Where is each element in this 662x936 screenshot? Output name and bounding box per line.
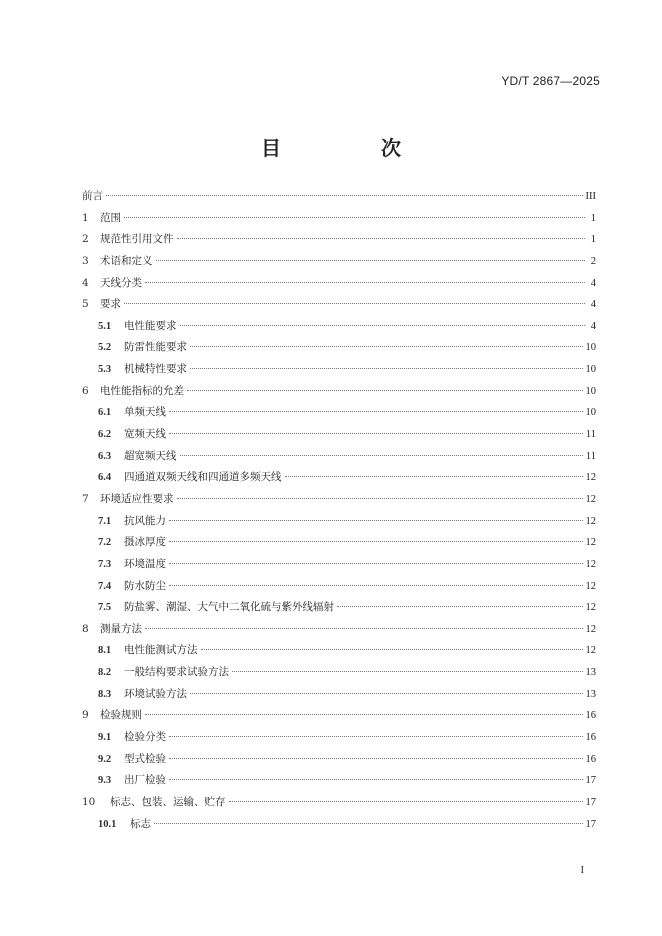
toc-leader-dots [169, 736, 583, 737]
toc-entry-page: 12 [585, 493, 596, 505]
toc-entry-page: 1 [590, 234, 596, 246]
toc-leader-dots [201, 649, 583, 650]
toc-entry-number: 6.1 [98, 407, 112, 419]
toc-entry-label: 一般结构要求试验方法 [124, 666, 229, 679]
toc-entry-page: 17 [585, 775, 596, 787]
toc-leader-dots [145, 282, 585, 283]
toc-leader-dots [156, 260, 586, 261]
toc-leader-dots [124, 217, 585, 218]
toc-entry-page: 1 [590, 212, 596, 224]
toc-entry-number: 7.4 [98, 580, 112, 592]
toc-entry-label: 环境温度 [124, 557, 166, 570]
toc-entry-number: 6.3 [98, 450, 112, 462]
toc-entry-label: 机械特性要求 [124, 363, 187, 376]
toc-entry[interactable] [82, 186, 596, 208]
toc-entry-label: 检验规则 [100, 709, 142, 722]
toc-leader-dots [124, 303, 585, 304]
toc-entry[interactable] [82, 662, 596, 684]
page-title: 目 次 [261, 136, 441, 160]
toc-entry-page: 12 [585, 558, 596, 570]
toc-leader-dots [145, 628, 583, 629]
toc-entry-label: 型式检验 [124, 752, 166, 765]
toc-entry-number: 4 [82, 276, 89, 289]
toc-entry[interactable] [82, 402, 596, 424]
toc-entry-label: 摄冰厚度 [124, 536, 166, 549]
toc-entry-number: 5 [82, 298, 89, 311]
toc-entry-number: 6.2 [98, 429, 112, 441]
toc-entry-label: 术语和定义 [100, 254, 153, 267]
toc-entry-number: 7.2 [98, 537, 112, 549]
toc-leader-dots [106, 195, 583, 196]
toc-entry-number: 5.1 [98, 320, 112, 332]
toc-entry[interactable] [82, 705, 596, 727]
toc-entry-number: 7.3 [98, 558, 112, 570]
toc-entry-label: 宽频天线 [124, 428, 166, 441]
toc-entry-page: 16 [585, 732, 596, 744]
toc-leader-dots [169, 541, 583, 542]
toc-entry-page: 12 [585, 645, 596, 657]
toc-entry[interactable] [82, 229, 596, 251]
toc-entry-page: 17 [585, 818, 596, 830]
toc-leader-dots [285, 476, 583, 477]
toc-entry-number: 9.2 [98, 753, 112, 765]
toc-entry-label: 环境试验方法 [124, 687, 187, 700]
toc-entry-label: 规范性引用文件 [100, 233, 174, 246]
toc-entry[interactable] [82, 770, 596, 792]
toc-leader-dots [177, 498, 583, 499]
toc-entry[interactable] [82, 489, 596, 511]
toc-entry-number: 6 [82, 384, 89, 397]
toc-entry-page: 4 [590, 320, 596, 332]
toc-entry-page: III [585, 191, 596, 202]
toc-leader-dots [187, 390, 583, 391]
toc-entry-label: 环境适应性要求 [100, 492, 174, 505]
toc-entry-label: 电性能要求 [124, 319, 177, 332]
toc-entry-number: 7.1 [98, 515, 112, 527]
toc-entry-number: 2 [82, 233, 89, 246]
toc-entry[interactable] [82, 446, 596, 468]
toc-entry-label: 四通道双频天线和四通道多频天线 [124, 471, 282, 484]
toc-leader-dots [169, 520, 583, 521]
toc-entry-label: 抗风能力 [124, 514, 166, 527]
toc-entry-number: 8.1 [98, 645, 112, 657]
toc-entry-number: 8.2 [98, 667, 112, 679]
toc-entry-page: 10 [585, 385, 596, 397]
toc-entry-label: 防雷性能要求 [124, 341, 187, 354]
toc-leader-dots [190, 346, 583, 347]
toc-entry[interactable] [82, 337, 596, 359]
toc-entry-page: 12 [585, 623, 596, 635]
toc-entry[interactable] [82, 554, 596, 576]
toc-entry-page: 12 [585, 602, 596, 614]
toc-entry[interactable] [82, 424, 596, 446]
toc-entry[interactable] [82, 532, 596, 554]
toc-entry-page: 4 [590, 277, 596, 289]
toc-entry[interactable] [82, 208, 596, 230]
table-of-contents [82, 186, 596, 835]
toc-entry-label: 天线分类 [100, 276, 142, 289]
toc-entry[interactable] [82, 792, 596, 814]
toc-entry-page: 10 [585, 364, 596, 376]
toc-entry[interactable] [82, 251, 596, 273]
toc-entry-page: 17 [585, 796, 596, 808]
toc-entry-page: 13 [585, 667, 596, 679]
toc-entry-label: 检验分类 [124, 731, 166, 744]
toc-leader-dots [190, 368, 583, 369]
toc-leader-dots [229, 801, 583, 802]
toc-entry[interactable] [82, 511, 596, 533]
page-number: I [580, 865, 584, 876]
toc-leader-dots [190, 693, 583, 694]
toc-entry[interactable] [82, 749, 596, 771]
toc-entry-number: 5.3 [98, 364, 112, 376]
toc-entry-label: 标志 [130, 817, 151, 830]
toc-entry-label: 防水防尘 [124, 579, 166, 592]
toc-entry-label: 电性能测试方法 [124, 644, 198, 657]
toc-entry-page: 10 [585, 407, 596, 419]
toc-entry[interactable] [82, 467, 596, 489]
toc-entry-label: 范围 [100, 211, 121, 224]
toc-entry-page: 12 [585, 472, 596, 484]
toc-entry-page: 11 [585, 429, 596, 441]
toc-entry-label: 电性能指标的允差 [100, 384, 184, 397]
toc-entry-label: 测量方法 [100, 622, 142, 635]
toc-entry-page: 2 [590, 255, 596, 267]
toc-leader-dots [232, 671, 583, 672]
toc-leader-dots [169, 585, 583, 586]
toc-entry-number: 10.1 [98, 818, 117, 830]
toc-entry[interactable] [82, 684, 596, 706]
toc-entry-number: 1 [82, 211, 89, 224]
toc-entry-label: 要求 [100, 298, 121, 311]
toc-entry-page: 13 [585, 688, 596, 700]
toc-entry-number: 3 [82, 254, 89, 267]
toc-entry-number: 6.4 [98, 472, 112, 484]
toc-entry-page: 10 [585, 342, 596, 354]
toc-entry-label: 前言 [82, 190, 103, 202]
toc-entry-number: 5.2 [98, 342, 112, 354]
toc-entry[interactable] [82, 814, 596, 836]
toc-entry-page: 11 [585, 450, 596, 462]
toc-entry-number: 9.3 [98, 775, 112, 787]
toc-entry-page: 12 [585, 537, 596, 549]
toc-leader-dots [180, 325, 586, 326]
toc-entry-label: 超宽频天线 [124, 449, 177, 462]
toc-entry-label: 防盐雾、潮湿、大气中二氧化硫与紫外线辐射 [124, 601, 334, 614]
toc-entry-page: 12 [585, 580, 596, 592]
document-code: YD/T 2867—2025 [501, 74, 600, 88]
toc-entry-number: 9.1 [98, 732, 112, 744]
toc-entry[interactable] [82, 597, 596, 619]
toc-leader-dots [177, 238, 586, 239]
toc-entry[interactable] [82, 576, 596, 598]
toc-entry[interactable] [82, 727, 596, 749]
toc-entry-page: 16 [585, 710, 596, 722]
toc-entry[interactable] [82, 294, 596, 316]
toc-entry[interactable] [82, 359, 596, 381]
toc-entry-number: 8.3 [98, 688, 112, 700]
toc-entry-number: 8 [82, 622, 89, 635]
toc-entry-number: 9 [82, 709, 89, 722]
toc-entry-page: 12 [585, 515, 596, 527]
toc-entry[interactable] [82, 640, 596, 662]
toc-entry-page: 4 [590, 299, 596, 311]
toc-leader-dots [169, 411, 583, 412]
toc-leader-dots [169, 563, 583, 564]
toc-entry-page: 16 [585, 753, 596, 765]
toc-entry-label: 标志、包装、运输、贮存 [110, 795, 226, 808]
toc-entry[interactable] [82, 381, 596, 403]
toc-entry-label: 出厂检验 [124, 774, 166, 787]
toc-leader-dots [169, 758, 583, 759]
toc-leader-dots [180, 455, 583, 456]
toc-entry-number: 10 [82, 795, 96, 808]
toc-leader-dots [169, 779, 583, 780]
toc-entry[interactable] [82, 316, 596, 338]
toc-leader-dots [169, 433, 583, 434]
toc-leader-dots [337, 606, 583, 607]
toc-entry[interactable] [82, 273, 596, 295]
toc-leader-dots [145, 714, 583, 715]
toc-entry-number: 7 [82, 492, 89, 505]
toc-leader-dots [154, 823, 583, 824]
toc-entry-number: 7.5 [98, 602, 112, 614]
toc-entry[interactable] [82, 619, 596, 641]
toc-entry-label: 单频天线 [124, 406, 166, 419]
